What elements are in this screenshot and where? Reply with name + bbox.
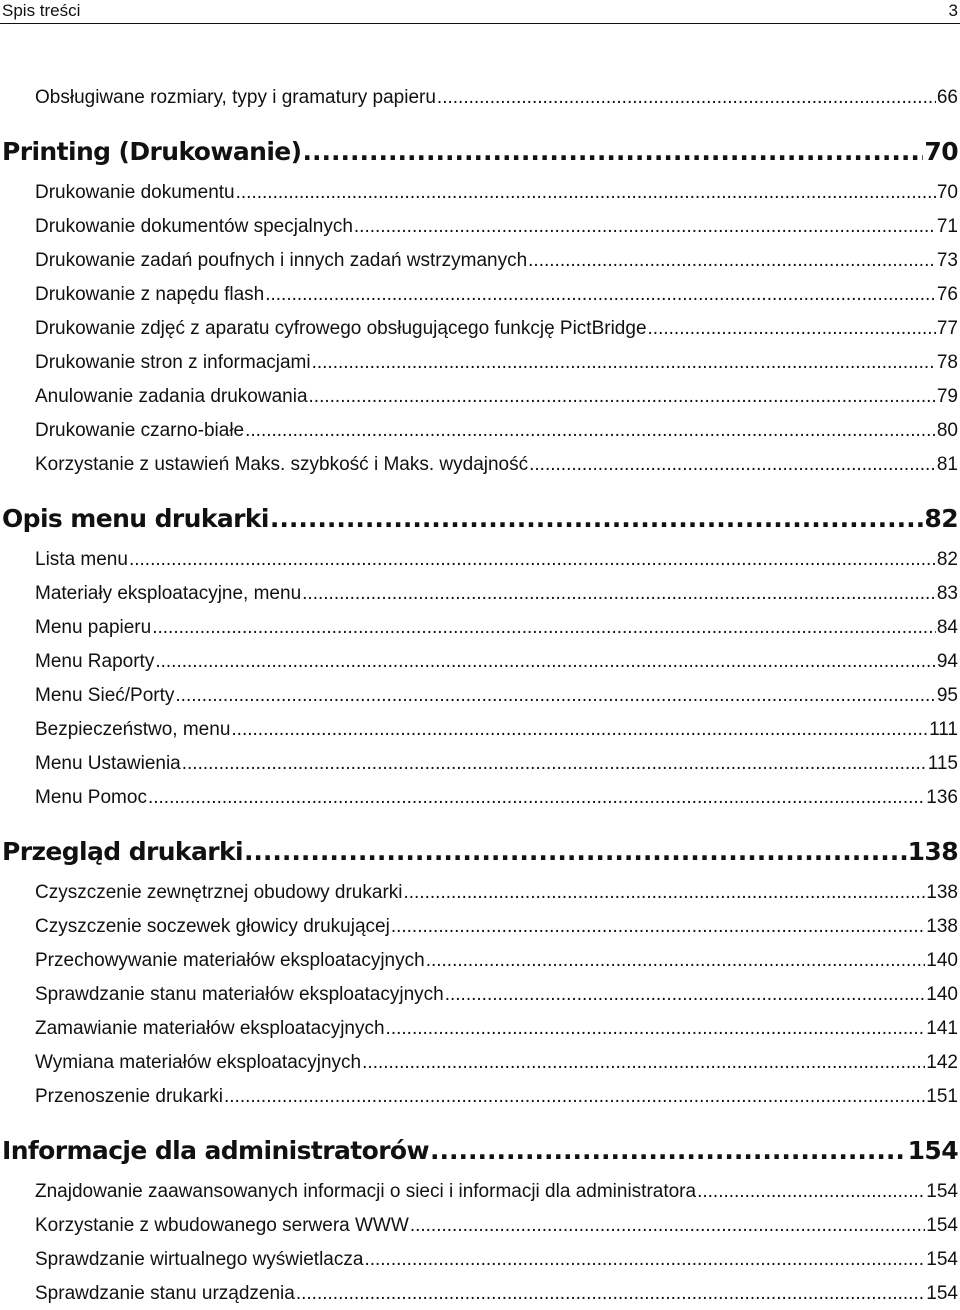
toc-entry-page: 66 bbox=[936, 87, 958, 108]
toc-section-entry[interactable] bbox=[0, 1015, 960, 1043]
running-header bbox=[0, 0, 960, 24]
toc-entry-page: 138 bbox=[926, 882, 958, 903]
toc-section-entry[interactable] bbox=[0, 315, 960, 343]
toc-entry-page: 83 bbox=[936, 583, 958, 604]
toc-dot-leader bbox=[410, 1212, 925, 1240]
toc-entry-title: Menu Sieć/Porty bbox=[35, 685, 175, 706]
toc-entry-page: 76 bbox=[936, 284, 958, 305]
toc-entry-page: 81 bbox=[936, 454, 958, 475]
toc-entry-title: Znajdowanie zaawansowanych informacji o sieci i informacji dla administratora bbox=[35, 1181, 697, 1202]
toc-entry-title: Menu Pomoc bbox=[35, 787, 147, 808]
toc-entry-title: Przechowywanie materiałów eksploatacyjnych bbox=[35, 950, 425, 971]
toc-section-entry[interactable] bbox=[0, 383, 960, 411]
toc-dot-leader bbox=[231, 716, 928, 744]
toc-entry-title: Drukowanie zadań poufnych i innych zadań wstrzymanych bbox=[35, 250, 528, 271]
toc-entry-page: 94 bbox=[936, 651, 958, 672]
toc-entry-page: 71 bbox=[936, 216, 958, 237]
toc-entry-page: 77 bbox=[936, 318, 958, 339]
toc-dot-leader bbox=[175, 682, 935, 710]
toc-entry-title: Bezpieczeństwo, menu bbox=[35, 719, 231, 740]
toc-dot-leader bbox=[648, 315, 936, 343]
toc-dot-leader bbox=[309, 383, 936, 411]
toc-dot-leader bbox=[236, 179, 936, 207]
toc-entry-title: Lista menu bbox=[35, 549, 128, 570]
toc-dot-leader bbox=[303, 134, 924, 170]
toc-dot-leader bbox=[529, 451, 936, 479]
toc-dot-leader bbox=[265, 281, 936, 309]
toc-entry-title: Drukowanie stron z informacjami bbox=[35, 352, 311, 373]
toc-chapter-entry[interactable] bbox=[0, 1133, 960, 1169]
toc-dot-leader bbox=[296, 1280, 925, 1308]
toc-section-entry[interactable] bbox=[0, 247, 960, 275]
toc-dot-leader bbox=[244, 834, 907, 870]
toc-entry-page: 140 bbox=[926, 984, 958, 1005]
toc-entry-page: 80 bbox=[936, 420, 958, 441]
toc-section-entry[interactable] bbox=[0, 1178, 960, 1206]
toc-dot-leader bbox=[129, 546, 936, 574]
toc-section-entry[interactable] bbox=[0, 1280, 960, 1308]
toc-dot-leader bbox=[354, 213, 936, 241]
toc-entry-page: 82 bbox=[924, 504, 958, 533]
toc-section-entry[interactable] bbox=[0, 1049, 960, 1077]
toc-entry-page: 73 bbox=[936, 250, 958, 271]
toc-dot-leader bbox=[364, 1246, 925, 1274]
toc-section-entry[interactable] bbox=[0, 716, 960, 744]
toc-dot-leader bbox=[697, 1178, 925, 1206]
toc-section-entry[interactable] bbox=[0, 879, 960, 907]
toc-entry-title: Printing (Drukowanie) bbox=[2, 137, 302, 166]
toc-dot-leader bbox=[312, 349, 936, 377]
toc-entry-title: Drukowanie dokumentu bbox=[35, 182, 235, 203]
toc-section-entry[interactable] bbox=[0, 546, 960, 574]
toc-entry-title: Opis menu drukarki bbox=[2, 504, 269, 533]
toc-dot-leader bbox=[528, 247, 936, 275]
toc-entry-page: 154 bbox=[907, 1136, 958, 1165]
toc-section-entry[interactable] bbox=[0, 1083, 960, 1111]
toc-entry-title: Materiały eksploatacyjne, menu bbox=[35, 583, 302, 604]
toc-dot-leader bbox=[152, 614, 936, 642]
toc-entry-page: 111 bbox=[929, 719, 958, 740]
toc-dot-leader bbox=[182, 750, 927, 778]
toc-entry-title: Wymiana materiałów eksploatacyjnych bbox=[35, 1052, 362, 1073]
toc-entry-title: Sprawdzanie wirtualnego wyświetlacza bbox=[35, 1249, 364, 1270]
toc-entry-title: Drukowanie zdjęć z aparatu cyfrowego obsługującego funkcję PictBridge bbox=[35, 318, 647, 339]
toc-dot-leader bbox=[386, 1015, 926, 1043]
toc-section-entry[interactable] bbox=[0, 1212, 960, 1240]
toc-chapter-entry[interactable] bbox=[0, 501, 960, 537]
toc-entry-page: 154 bbox=[926, 1181, 958, 1202]
toc-entry-page: 136 bbox=[926, 787, 958, 808]
toc-chapter-entry[interactable] bbox=[0, 134, 960, 170]
toc-entry-page: 70 bbox=[924, 137, 958, 166]
toc-entry-title: Drukowanie z napędu flash bbox=[35, 284, 265, 305]
toc-chapter-entry[interactable] bbox=[0, 834, 960, 870]
toc-section-entry[interactable] bbox=[0, 179, 960, 207]
toc-entry-title: Korzystanie z ustawień Maks. szybkość i Maks. wydajność bbox=[35, 454, 529, 475]
toc-entry-page: 70 bbox=[936, 182, 958, 203]
toc-section-entry[interactable] bbox=[0, 417, 960, 445]
toc-section-entry[interactable] bbox=[0, 750, 960, 778]
toc-entry-title: Menu Raporty bbox=[35, 651, 155, 672]
toc-entry-page: 95 bbox=[936, 685, 958, 706]
toc-dot-leader bbox=[430, 1133, 907, 1169]
toc-entry-title: Zamawianie materiałów eksploatacyjnych bbox=[35, 1018, 385, 1039]
toc-section-entry[interactable] bbox=[0, 1246, 960, 1274]
toc-entry-title: Czyszczenie soczewek głowicy drukującej bbox=[35, 916, 390, 937]
toc-dot-leader bbox=[426, 947, 926, 975]
toc-entry-title: Menu papieru bbox=[35, 617, 152, 638]
toc-section-entry[interactable] bbox=[0, 614, 960, 642]
toc-entry-title: Sprawdzanie stanu materiałów eksploatacyjnych bbox=[35, 984, 444, 1005]
toc-entry-title: Informacje dla administratorów bbox=[2, 1136, 429, 1165]
toc-entry-page: 138 bbox=[907, 837, 958, 866]
toc-entry-title: Obsługiwane rozmiary, typy i gramatury papieru bbox=[35, 87, 436, 108]
toc-entry-page: 115 bbox=[927, 753, 958, 774]
toc-section-entry[interactable] bbox=[0, 784, 960, 812]
toc-entry-title: Drukowanie czarno-białe bbox=[35, 420, 245, 441]
toc-dot-leader bbox=[302, 580, 936, 608]
toc-entry-title: Przegląd drukarki bbox=[2, 837, 243, 866]
toc-entry-page: 154 bbox=[926, 1215, 958, 1236]
header-page-number: 3 bbox=[948, 1, 958, 20]
toc-entry-title: Czyszczenie zewnętrznej obudowy drukarki bbox=[35, 882, 403, 903]
toc-section-entry[interactable] bbox=[0, 580, 960, 608]
toc-dot-leader bbox=[404, 879, 926, 907]
toc-entry-title: Menu Ustawienia bbox=[35, 753, 181, 774]
toc-section-entry[interactable] bbox=[0, 349, 960, 377]
toc-entry-page: 140 bbox=[926, 950, 958, 971]
toc-dot-leader bbox=[148, 784, 925, 812]
toc-entry-page: 151 bbox=[926, 1086, 958, 1107]
toc-dot-leader bbox=[362, 1049, 925, 1077]
toc-entry-page: 84 bbox=[936, 617, 958, 638]
toc-section-entry[interactable] bbox=[0, 648, 960, 676]
toc-entry-title: Sprawdzanie stanu urządzenia bbox=[35, 1283, 295, 1304]
toc-dot-leader bbox=[437, 84, 936, 112]
toc-dot-leader bbox=[245, 417, 936, 445]
toc-entry-title: Korzystanie z wbudowanego serwera WWW bbox=[35, 1215, 409, 1236]
toc-entry-page: 82 bbox=[936, 549, 958, 570]
toc-entry-page: 154 bbox=[926, 1283, 958, 1304]
toc-section-entry[interactable] bbox=[0, 281, 960, 309]
header-title: Spis treści bbox=[2, 1, 81, 20]
toc-dot-leader bbox=[391, 913, 925, 941]
toc-entry-page: 142 bbox=[926, 1052, 958, 1073]
toc-entry-title: Drukowanie dokumentów specjalnych bbox=[35, 216, 353, 237]
toc-entry-title: Anulowanie zadania drukowania bbox=[35, 386, 308, 407]
toc-section-entry[interactable] bbox=[0, 451, 960, 479]
toc-section-entry[interactable] bbox=[0, 213, 960, 241]
toc-entry-page: 138 bbox=[926, 916, 958, 937]
toc-dot-leader bbox=[270, 501, 924, 537]
toc-dot-leader bbox=[224, 1083, 925, 1111]
toc-section-entry[interactable] bbox=[0, 84, 960, 112]
toc-section-entry[interactable] bbox=[0, 913, 960, 941]
toc-dot-leader bbox=[155, 648, 936, 676]
toc-entry-page: 79 bbox=[936, 386, 958, 407]
toc-entry-page: 141 bbox=[926, 1018, 958, 1039]
toc-section-entry[interactable] bbox=[0, 682, 960, 710]
toc-entry-title: Przenoszenie drukarki bbox=[35, 1086, 223, 1107]
toc-entry-page: 154 bbox=[926, 1249, 958, 1270]
toc-section-entry[interactable] bbox=[0, 947, 960, 975]
toc-section-entry[interactable] bbox=[0, 981, 960, 1009]
toc-dot-leader bbox=[445, 981, 926, 1009]
toc-entry-page: 78 bbox=[936, 352, 958, 373]
